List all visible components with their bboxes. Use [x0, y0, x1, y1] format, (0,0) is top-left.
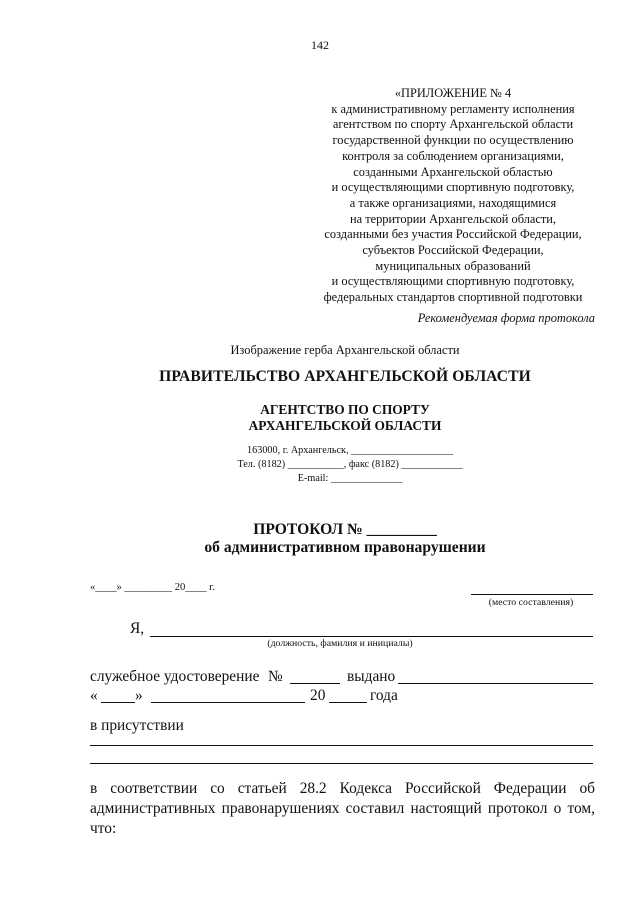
place-caption: (место составления) — [488, 597, 574, 608]
presence-label: в присутствии — [90, 717, 184, 734]
certificate-label: служебное удостоверение — [90, 668, 260, 685]
appendix-line: агентством по спорту Архангельской области — [332, 117, 574, 132]
appendix-line: муниципальных образований — [375, 258, 531, 273]
certificate-number-label: № — [268, 668, 283, 685]
issue-year-field — [329, 702, 367, 703]
agency-heading — [0, 402, 640, 434]
appendix-line: к административному регламенту исполнения — [331, 101, 575, 116]
appendix-header — [300, 86, 606, 306]
quote-open: « — [90, 687, 98, 704]
appendix-line: созданными Архангельской областью — [353, 164, 553, 179]
protocol-subtitle: об административном правонарушении — [204, 539, 486, 556]
email-line: E-mail: ______________ — [297, 472, 403, 484]
form-note: Рекомендуемая форма протокола — [417, 311, 595, 325]
quote-close: » — [135, 687, 143, 704]
agency-line: АРХАНГЕЛЬСКОЙ ОБЛАСТИ — [248, 418, 442, 433]
phone-fax-line: Тел. (8182) ___________, факс (8182) ____________ — [237, 458, 463, 470]
address-line: 163000, г. Архангельск, ____________________ — [247, 445, 453, 456]
protocol-title-block — [0, 521, 640, 557]
appendix-line: субъектов Российской Федерации, — [362, 243, 544, 258]
appendix-line: контроля за соблюдением организациями, — [342, 148, 564, 163]
year-suffix: года — [370, 687, 398, 704]
appendix-line: «ПРИЛОЖЕНИЕ № 4 — [394, 86, 512, 100]
author-label: Я, — [130, 620, 145, 637]
appendix-line: федеральных стандартов спортивной подготовки — [323, 290, 583, 305]
coat-of-arms-placeholder: Изображение герба Архангельской области — [230, 343, 460, 357]
author-caption: (должность, фамилия и инициалы) — [267, 638, 413, 649]
presence-field-line-1 — [90, 745, 593, 746]
body-paragraph: в соответствии со статьей 28.2 Кодекса Российской Федерации об административных правонарушениях составил настоящий протокол о том, что: — [90, 780, 595, 837]
issued-by-field — [398, 683, 593, 684]
appendix-line: государственной функции по осуществлению — [332, 133, 574, 148]
appendix-line: созданными без участия Российской Федерации, — [324, 227, 582, 242]
place-field — [471, 594, 593, 595]
agency-line: АГЕНТСТВО ПО СПОРТУ — [260, 402, 430, 417]
appendix-line: и осуществляющими спортивную подготовку, — [331, 180, 575, 195]
year-prefix: 20 — [310, 687, 326, 704]
certificate-number-field — [290, 683, 340, 684]
page-number: 142 — [311, 38, 329, 52]
issue-month-field — [151, 702, 305, 703]
contacts-block — [200, 444, 500, 485]
author-field — [150, 636, 593, 637]
appendix-line: на территории Архангельской области, — [349, 211, 557, 226]
presence-field-line-2 — [90, 763, 593, 764]
appendix-line: и осуществляющими спортивную подготовку, — [331, 274, 575, 289]
appendix-line: а также организациями, находящимися — [349, 195, 557, 210]
protocol-title: ПРОТОКОЛ № _________ — [253, 521, 437, 538]
government-heading: ПРАВИТЕЛЬСТВО АРХАНГЕЛЬСКОЙ ОБЛАСТИ — [159, 368, 531, 385]
issue-day-field — [101, 702, 135, 703]
issued-label: выдано — [347, 668, 396, 685]
date-field: «____» _________ 20____ г. — [90, 582, 215, 593]
